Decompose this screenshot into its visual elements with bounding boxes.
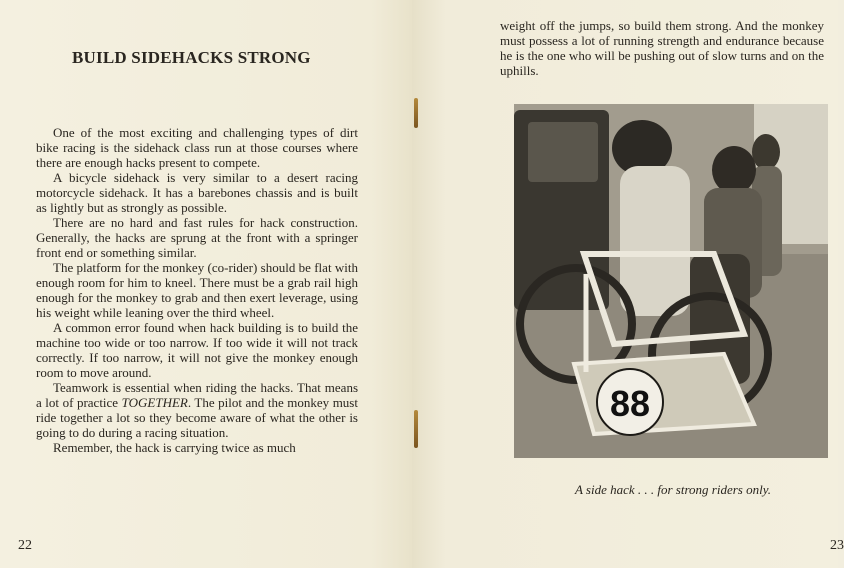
- paragraph: A bicycle sidehack is very similar to a desert racing motorcycle sidehack. It has a barebones chassis and is built as lightly but as strongly as possible.: [36, 170, 358, 215]
- teamwork-text-before: Teamwork is essential when riding the hacks. That means a lot of practice: [36, 380, 358, 410]
- staple-bottom: [414, 410, 418, 448]
- page-number-right: 23: [830, 538, 844, 553]
- number-plate-text: 88: [609, 383, 651, 424]
- photo-caption: A side hack . . . for strong riders only.: [574, 482, 772, 497]
- teamwork-emphasis: TOGETHER: [121, 395, 188, 410]
- paragraph: weight off the jumps, so build them strong. And the monkey must possess a lot of running strength and endurance because he is the one who will be pushing out of slow turns and on the uphills.: [500, 18, 824, 78]
- monkey-head: [712, 146, 756, 194]
- van-window: [528, 122, 598, 182]
- spectator-head: [752, 134, 780, 170]
- paragraph: Remember, the hack is carrying twice as much: [53, 440, 296, 455]
- paragraph: There are no hard and fast rules for hack construction. Generally, the hacks are sprung at the front with a springer front end or something similar.: [36, 215, 358, 260]
- paragraph: The platform for the monkey (co-rider) should be flat with enough room for him to kneel. There must be a grab rail high enough for the monkey to grab and then exert leverage, using his weight while leaning over the third wheel.: [36, 260, 358, 320]
- staple-top: [414, 98, 418, 128]
- paragraph: One of the most exciting and challenging types of dirt bike racing is the sidehack class run at those courses where there are enough hacks present to compete.: [36, 125, 358, 170]
- right-page: [412, 0, 844, 568]
- left-page: [0, 0, 412, 568]
- teamwork-text-after: . The pilot and the monkey must ride together a lot so they become aware of what the other is going to do during a racing situation.: [36, 395, 358, 440]
- rider-shirt: [620, 166, 690, 316]
- article-body: [36, 125, 358, 455]
- page-title: BUILD SIDEHACKS STRONG: [72, 48, 311, 67]
- article-continuation: [500, 18, 824, 78]
- sidehack-photo-illustration: [514, 104, 828, 458]
- paragraph-teamwork: [36, 380, 358, 440]
- sidehack-photo: [514, 104, 828, 458]
- paragraph: A common error found when hack building is to build the machine too wide or too narrow. If too wide it will not track correctly. If too narrow, it will not give the monkey enough room to move around.: [36, 320, 358, 380]
- page-number-left: 22: [18, 538, 32, 553]
